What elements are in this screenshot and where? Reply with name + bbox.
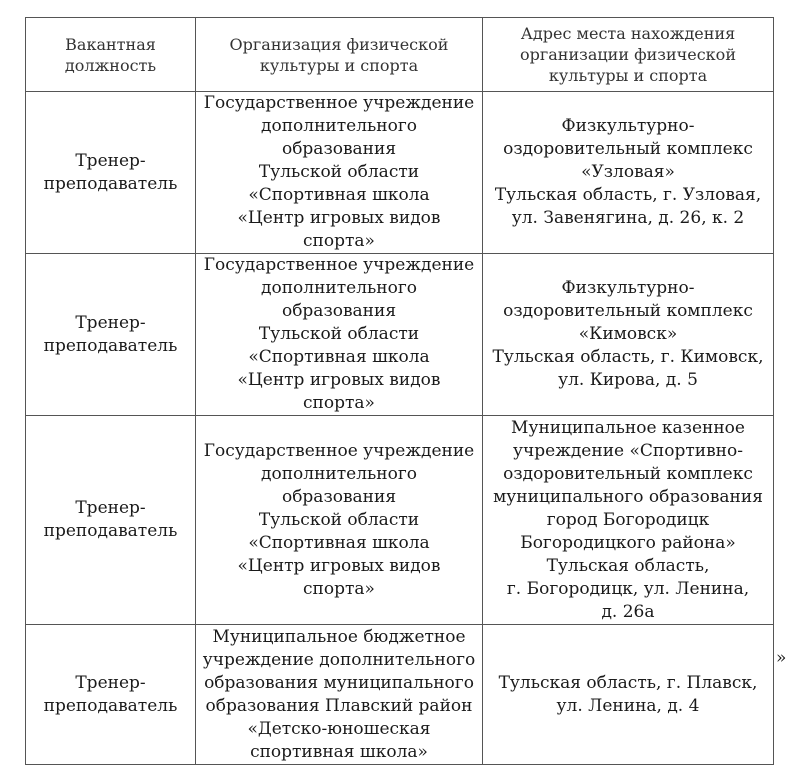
cell-address: Муниципальное казенное учреждение «Спортивно- оздоровительный комплекс муниципального образования город Богородицк Богородицкого района» Тульская область, г. Богородицк, ул. Ленина, д. 26а xyxy=(483,416,774,625)
cell-organization: Муниципальное бюджетное учреждение дополнительного образования муниципального образования Плавский район «Детско-юношеская спортивная школа» xyxy=(196,625,483,765)
cell-organization: Государственное учреждение дополнительного образования Тульской области «Спортивная школа «Центр игровых видов спорта» xyxy=(196,92,483,254)
closing-quote-mark: » xyxy=(776,648,787,668)
cell-position: Тренер- преподаватель xyxy=(26,254,196,416)
table-row xyxy=(26,254,774,416)
header-organization: Организация физической культуры и спорта xyxy=(196,18,483,92)
cell-address: Физкультурно- оздоровительный комплекс «Узловая» Тульская область, г. Узловая, ул. Завенягина, д. 26, к. 2 xyxy=(483,92,774,254)
cell-organization: Государственное учреждение дополнительного образования Тульской области «Спортивная школа «Центр игровых видов спорта» xyxy=(196,254,483,416)
header-vacant-position: Вакантная должность xyxy=(26,18,196,92)
table-row xyxy=(26,92,774,254)
table-row xyxy=(26,625,774,765)
cell-address: Физкультурно- оздоровительный комплекс «Кимовск» Тульская область, г. Кимовск, ул. Кирова, д. 5 xyxy=(483,254,774,416)
vacancy-table xyxy=(25,17,774,765)
cell-position: Тренер- преподаватель xyxy=(26,92,196,254)
header-address: Адрес места нахождения организации физической культуры и спорта xyxy=(483,18,774,92)
cell-position: Тренер- преподаватель xyxy=(26,625,196,765)
table-header-row xyxy=(26,18,774,92)
table-row xyxy=(26,416,774,625)
cell-position: Тренер- преподаватель xyxy=(26,416,196,625)
cell-organization: Государственное учреждение дополнительного образования Тульской области «Спортивная школа «Центр игровых видов спорта» xyxy=(196,416,483,625)
cell-address: Тульская область, г. Плавск, ул. Ленина, д. 4 xyxy=(483,625,774,765)
